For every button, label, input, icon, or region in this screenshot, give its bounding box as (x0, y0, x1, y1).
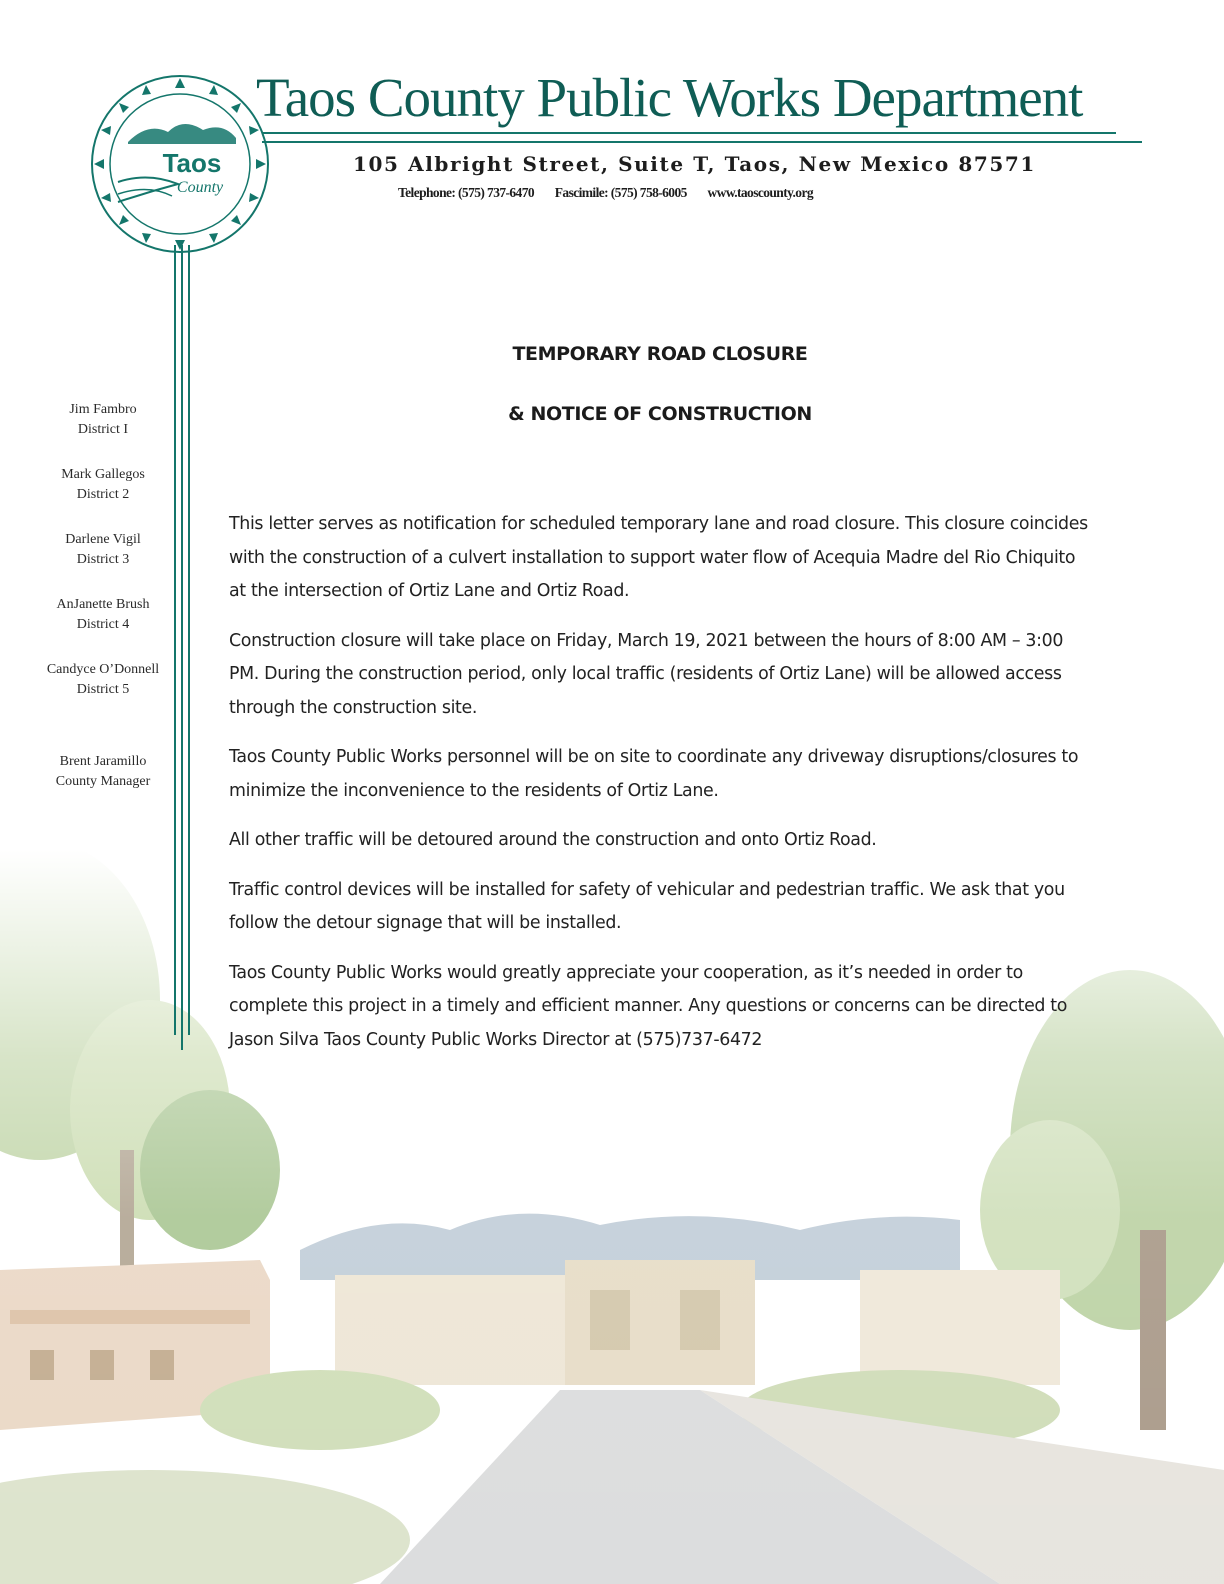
official-name: AnJanette Brush (56, 597, 150, 612)
address: 105 Albright Street, Suite T, Taos, New Mexico 87571 (353, 152, 1036, 176)
official-name: Candyce O’Donnell (46, 662, 160, 677)
website-link[interactable]: www.taoscounty.org (707, 185, 813, 200)
official-entry (30, 400, 176, 440)
official-role: District 5 (76, 682, 130, 697)
manager-name: Brent Jaramillo (59, 754, 147, 769)
vertical-rule-3 (188, 245, 190, 1035)
department-title: Taos County Public Works Department (256, 67, 1083, 128)
seal-name: Taos (162, 148, 222, 178)
official-name: Mark Gallegos (61, 467, 145, 482)
official-entry (30, 595, 176, 635)
telephone: Telephone: (575) 737-6470 (398, 185, 534, 200)
header-rule-bottom (262, 141, 1142, 143)
letter-paragraph: All other traffic will be detoured around the construction and onto Ortiz Road. (229, 830, 877, 850)
official-role: District 2 (76, 487, 130, 502)
official-name: Jim Fambro (69, 402, 137, 417)
letter-paragraph: This letter serves as notification for scheduled temporary lane and road closure. This closure coincides with the construction of a culvert installation to support water flow of Acequia Madre del Rio Chiquito at the intersection of Ortiz Lane and Ortiz Road. (229, 514, 1088, 601)
officials-sidebar (30, 400, 176, 817)
manager-role: County Manager (55, 774, 151, 789)
notice-heading-1: TEMPORARY ROAD CLOSURE (512, 343, 808, 365)
contact-line (398, 185, 831, 201)
taos-county-seal-icon (88, 72, 272, 256)
official-role: District 4 (76, 617, 130, 632)
official-role: District I (77, 422, 129, 437)
letter-body (229, 508, 1089, 1073)
header-rule-top (262, 132, 1116, 134)
official-entry (30, 660, 176, 700)
letter-paragraph: Taos County Public Works would greatly appreciate your cooperation, as it’s needed in order to complete this project in a timely and efficient manner. Any questions or concerns can be directed to Jason Silva Taos County Public Works Director at (575)737-6472 (229, 962, 1068, 1050)
seal-subname: County (176, 179, 224, 196)
letter-paragraph: Traffic control devices will be installed for safety of vehicular and pedestrian traffic. We ask that you follow the detour signage that will be installed. (229, 879, 1065, 933)
official-role: District 3 (76, 552, 130, 567)
official-entry (30, 465, 176, 505)
official-name: Darlene Vigil (65, 532, 141, 547)
vertical-rule-2 (181, 245, 183, 1050)
notice-heading-2: & NOTICE OF CONSTRUCTION (508, 403, 812, 425)
official-entry (30, 530, 176, 570)
facsimile: Fascimile: (575) 758-6005 (554, 185, 687, 200)
letter-paragraph: Taos County Public Works personnel will be on site to coordinate any driveway disruptions/closures to minimize the inconvenience to the residents of Ortiz Lane. (229, 747, 1079, 801)
letter-paragraph: Construction closure will take place on Friday, March 19, 2021 between the hours of 8:00 AM – 3:00 PM. During the construction period, only local traffic (residents of Ortiz Lane) will be allowed access through the construction site. (229, 630, 1064, 718)
county-manager-entry (30, 752, 176, 792)
